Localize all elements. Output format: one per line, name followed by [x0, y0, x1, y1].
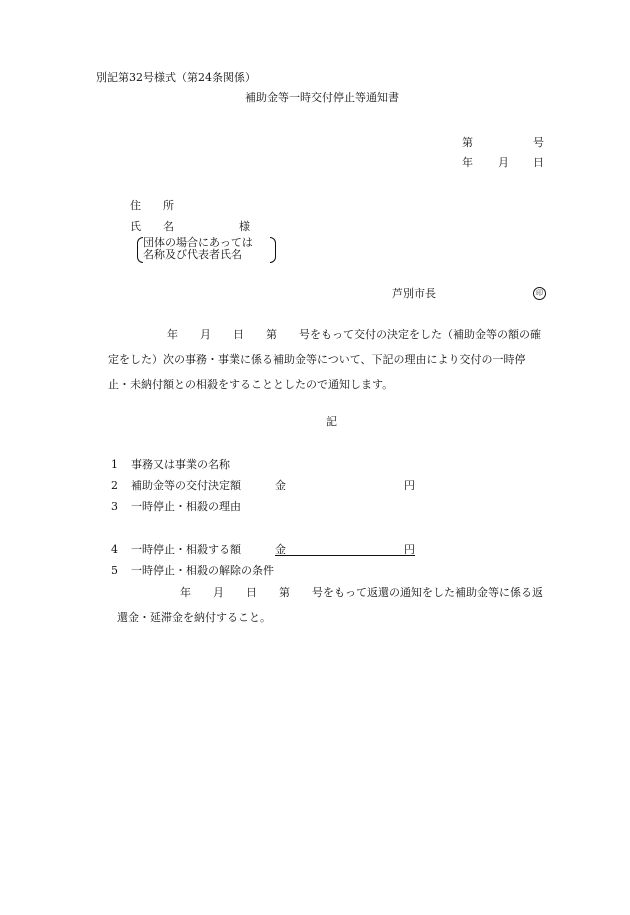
item-4-kin: 金 [275, 543, 286, 556]
condition-line-2: 還金・延滞金を納付すること。 [117, 611, 271, 624]
ki-heading: 記 [326, 415, 337, 428]
body-line-2: 定をした）次の事務・事業に係る補助金等について、下記の理由により交付の一時停 [108, 353, 526, 366]
honorific: 様 [239, 220, 250, 233]
bracket-right [270, 237, 276, 263]
group-note-line1: 団体の場合にあっては [143, 236, 253, 249]
form-number: 別記第32号様式（第24条関係） [96, 71, 256, 84]
group-note-line2: 名称及び代表者氏名 [143, 248, 242, 261]
body-line-3: 止・未納付額との相殺をすることとしたので通知します。 [108, 378, 394, 391]
item-5-label: 一時停止・相殺の解除の条件 [131, 564, 274, 577]
item-1-number: 1 [111, 458, 118, 471]
condition-line-1: 年 月 日 第 号をもって返還の通知をした補助金等に係る返 [180, 586, 543, 599]
date-day: 日 [533, 156, 544, 169]
address-label: 住 所 [130, 199, 174, 212]
item-2-en: 円 [404, 479, 415, 492]
item-2-kin: 金 [275, 479, 286, 492]
seal-mark: 印 [533, 287, 546, 300]
body-line-1: 年 月 日 第 号をもって交付の決定をした（補助金等の額の確 [167, 328, 541, 341]
doc-number-suffix: 号 [533, 136, 544, 149]
item-4-number: 4 [111, 543, 118, 556]
name-label: 氏 名 [130, 220, 174, 233]
doc-number-prefix: 第 [462, 136, 473, 149]
date-year: 年 [462, 156, 473, 169]
date-month: 月 [498, 156, 509, 169]
condition-paragraph [117, 580, 577, 630]
item-2-number: 2 [111, 479, 118, 492]
item-4-en: 円 [404, 543, 415, 556]
item-4-amount-line [286, 555, 404, 556]
mayor-title: 芦別市長 [392, 287, 436, 300]
item-1-label: 事務又は事業の名称 [131, 458, 230, 471]
document-title: 補助金等一時交付停止等通知書 [245, 91, 399, 104]
item-3-label: 一時停止・相殺の理由 [131, 500, 241, 513]
item-4-label: 一時停止・相殺する額 [131, 543, 241, 556]
body-paragraph [108, 322, 578, 397]
item-3-number: 3 [111, 500, 118, 513]
item-2-label: 補助金等の交付決定額 [131, 479, 241, 492]
item-5-number: 5 [111, 564, 118, 577]
